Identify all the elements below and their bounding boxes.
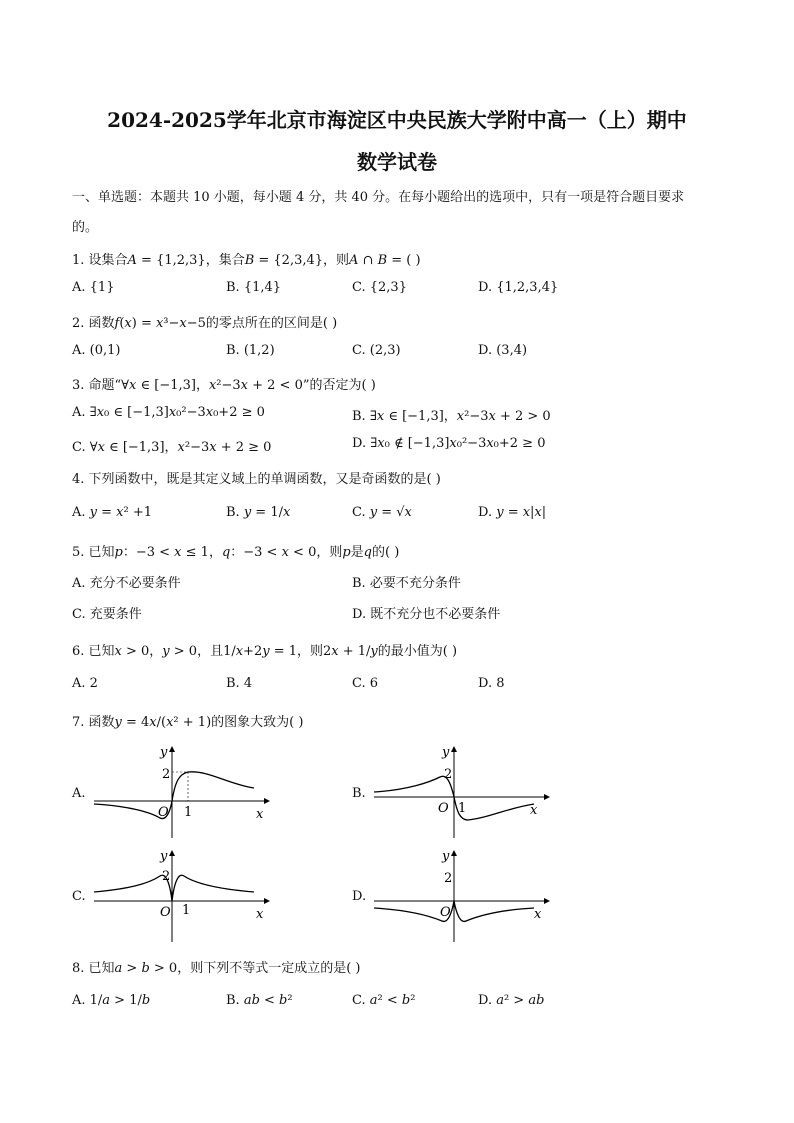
option-a: A. 2 <box>72 676 98 691</box>
x-axis-label: x <box>256 907 264 922</box>
y-axis-label: y <box>160 849 168 864</box>
option-c: C. 6 <box>352 676 379 691</box>
option-d: D. (3,4) <box>478 343 528 358</box>
option-c: C. ∀𝑥 ∈ [−1,3]，𝑥²−3𝑥 + 2 ≥ 0 <box>72 440 272 455</box>
option-a: A. (0,1) <box>72 343 121 358</box>
question-stem: 8. 已知𝑎 > 𝑏 > 0，则下列不等式一定成立的是( ) <box>72 961 361 976</box>
tick-label-1: 1 <box>458 801 467 816</box>
option-c: C. <box>72 889 86 904</box>
option-a: A. {1} <box>72 280 115 295</box>
origin-label: O <box>438 801 449 816</box>
option-c: C. 𝑦 = √𝑥 <box>352 505 412 520</box>
y-axis-label: y <box>442 745 450 760</box>
x-axis-label: x <box>530 803 538 818</box>
tick-label-2: 2 <box>444 871 453 886</box>
graph-option-b <box>368 742 558 842</box>
section-intro-cont: 的。 <box>72 220 99 235</box>
x-axis-label: x <box>534 907 542 922</box>
question-stem: 3. 命题“∀𝑥 ∈ [−1,3]，𝑥²−3𝑥 + 2 < 0”的否定为( ) <box>72 378 376 393</box>
option-a: A. <box>72 786 86 801</box>
question-stem: 4. 下列函数中，既是其定义域上的单调函数，又是奇函数的是( ) <box>72 472 441 487</box>
option-b: B. ∃𝑥 ∈ [−1,3]，𝑥²−3𝑥 + 2 > 0 <box>352 409 551 424</box>
option-b: B. 4 <box>226 676 253 691</box>
option-b: B. (1,2) <box>226 343 275 358</box>
option-a: A. 1/𝑎 > 1/𝑏 <box>72 993 151 1008</box>
option-c: C. {2,3} <box>352 280 407 295</box>
section-intro: 一、单选题：本题共 10 小题，每小题 4 分，共 40 分。在每小题给出的选项中，只有一项是符合题目要求 <box>72 190 685 205</box>
option-c: C. (2,3) <box>352 343 401 358</box>
question-stem: 1. 设集合𝐴 = {1,2,3}，集合𝐵 = {2,3,4}，则𝐴 ∩ 𝐵 = ( ) <box>72 253 421 268</box>
exam-title-line1: 2024-2025学年北京市海淀区中央民族大学附中高一（上）期中 <box>107 108 687 132</box>
option-b: B. 𝑦 = 1/𝑥 <box>226 505 291 520</box>
option-b: B. 𝑎𝑏 < 𝑏² <box>226 993 293 1008</box>
tick-label-2: 2 <box>162 767 171 782</box>
option-d: D. {1,2,3,4} <box>478 280 559 295</box>
tick-label-1: 1 <box>184 805 193 820</box>
option-d: D. ∃𝑥₀ ∉ [−1,3]𝑥₀²−3𝑥₀+2 ≥ 0 <box>352 436 546 451</box>
tick-label-2: 2 <box>444 767 453 782</box>
y-axis-label: y <box>442 849 450 864</box>
option-d: D. 既不充分也不必要条件 <box>352 607 501 622</box>
option-a: A. ∃𝑥₀ ∈ [−1,3]𝑥₀²−3𝑥₀+2 ≥ 0 <box>72 405 265 420</box>
origin-label: O <box>440 905 451 920</box>
option-d: D. 8 <box>478 676 505 691</box>
y-axis-label: y <box>160 745 168 760</box>
tick-label-1: 1 <box>182 903 191 918</box>
option-c: C. 𝑎² < 𝑏² <box>352 993 416 1008</box>
option-d: D. <box>352 889 367 904</box>
exam-title-line2: 数学试卷 <box>357 150 437 174</box>
option-b: B. <box>352 786 366 801</box>
option-a: A. 充分不必要条件 <box>72 576 181 591</box>
origin-label: O <box>160 905 171 920</box>
graph-option-a <box>88 742 278 842</box>
graph-option-d <box>368 846 558 946</box>
question-stem: 6. 已知𝑥 > 0，𝑦 > 0，且1/𝑥+2𝑦 = 1，则2𝑥 + 1/𝑦的最小值为( ) <box>72 644 458 659</box>
option-b: B. 必要不充分条件 <box>352 576 461 591</box>
option-b: B. {1,4} <box>226 280 282 295</box>
graph-option-c <box>88 846 278 946</box>
question-stem: 2. 函数𝑓(𝑥) = 𝑥³−𝑥−5的零点所在的区间是( ) <box>72 316 338 331</box>
option-d: D. 𝑦 = 𝑥|𝑥| <box>478 505 547 520</box>
origin-label: O <box>158 805 169 820</box>
tick-label-2: 2 <box>162 869 171 884</box>
question-stem: 7. 函数𝑦 = 4𝑥/(𝑥² + 1)的图象大致为( ) <box>72 715 304 730</box>
option-d: D. 𝑎² > 𝑎𝑏 <box>478 993 545 1008</box>
x-axis-label: x <box>256 807 264 822</box>
option-a: A. 𝑦 = 𝑥² +1 <box>72 505 152 520</box>
question-stem: 5. 已知𝑝：−3 < 𝑥 ≤ 1，𝑞：−3 < 𝑥 < 0，则𝑝是𝑞的( ) <box>72 545 400 560</box>
option-c: C. 充要条件 <box>72 607 142 622</box>
